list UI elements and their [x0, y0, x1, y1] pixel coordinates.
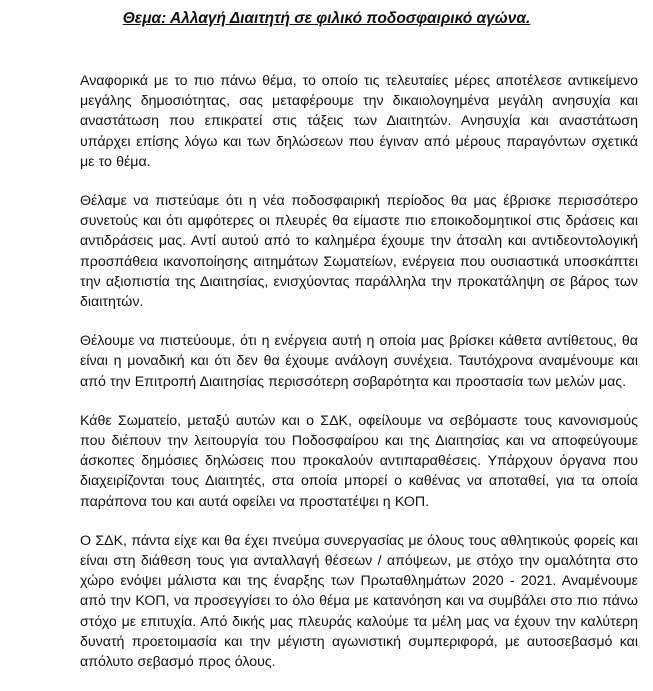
paragraph-2: Θέλαμε να πιστεύαμε ότι η νέα ποδοσφαιρική περίοδος θα μας έβρισκε περισσότερο συνετούς και ότι αμφότερες οι πλευρές θα είμαστε πιο εποικοδομητικοί στις δράσεις και αντιδράσεις μας. Αντί αυτού από το καλημέρα έχουμε την άτσαλη και αντιδεοντολογική προσπάθεια ικανοποίησης αιτημάτων Σωματείων, ενέργεια που ουσιαστικά υποσκάπτει την αξιοπιστία της Διαιτησίας, ενισχύοντας παράλληλα την προκατάληψη σε βάρος των διαιτητών. — [80, 193, 638, 311]
letter-subject-title: Θεμα: Αλλαγή Διαιτητή σε φιλικό ποδοσφαιρικό αγώνα. — [122, 10, 531, 27]
paragraph-1: Αναφορικά με το πιο πάνω θέμα, το οποίο τις τελευταίες μέρες αποτέλεσε αντικείμενο μεγάλης δημοσιότητας, σας μεταφέρουμε την δικαιολογημένα μεγάλη ανησυχία και αναστάτωση που επικρατεί στις τάξεις των Διαιτητών. Ανησυχία και αναστάτωση υπάρχει επίσης λόγω και των δηλώσεων που έγιναν από μέρους παραγόντων σχετικά με το θέμα. — [80, 73, 638, 170]
paragraph-5: Ο ΣΔΚ, πάντα είχε και θα έχει πνεύμα συνεργασίας με όλους τους αθλητικούς φορείς και είναι στη διάθεση τους για ανταλλαγή θέσεων / απόψεων, με στόχο την ομαλότητα στο χώρο ενόψει μάλιστα και της έναρξης των Πρωταθλημάτων 2020 - 2021. Αναμένουμε από την ΚΟΠ, να προσεγγίσει το όλο θέμα με κατανόηση και να συμβάλει στο πιο πάνω στόχο με επιτυχία. Από δικής μας πλευράς καλούμε τα μέλη μας να έχουν την καλύτερη δυνατή προετοιμασία και την μέγιστη αγωνιστική συμπεριφορά, με αυτοσεβασμό και απόλυτο σεβασμό προς όλους. — [80, 532, 638, 671]
letter-body — [80, 71, 638, 691]
paragraph-4: Κάθε Σωματείο, μεταξύ αυτών και ο ΣΔΚ, οφείλουμε να σεβόμαστε τους κανονισμούς που διέπουν την λειτουργία του Ποδοσφαίρου και της Διαιτησίας και να αποφεύγουμε άσκοπες δημόσιες δηλώσεις που προκαλούν αντιπαραθέσεις. Υπάρχουν όργανα που διαχειρίζονται τους Διαιτητές, στα οποία μπορεί ο καθένας να αποταθεί, για τα οποία παράπονα του και αυτά οφείλει να προστατέψει η ΚΟΠ. — [80, 412, 638, 510]
paragraph-3: Θέλουμε να πιστεύουμε, ότι η ενέργεια αυτή η οποία μας βρίσκει κάθετα αντίθετους, θα είναι η μοναδική και ότι δεν θα έχουμε ανάλογη συνέχεια. Ταυτόχρονα αναμένουμε και από την Επιτροπή Διαιτησίας περισσότερη σοβαρότητα και προστασία των μελών μας. — [80, 333, 638, 390]
